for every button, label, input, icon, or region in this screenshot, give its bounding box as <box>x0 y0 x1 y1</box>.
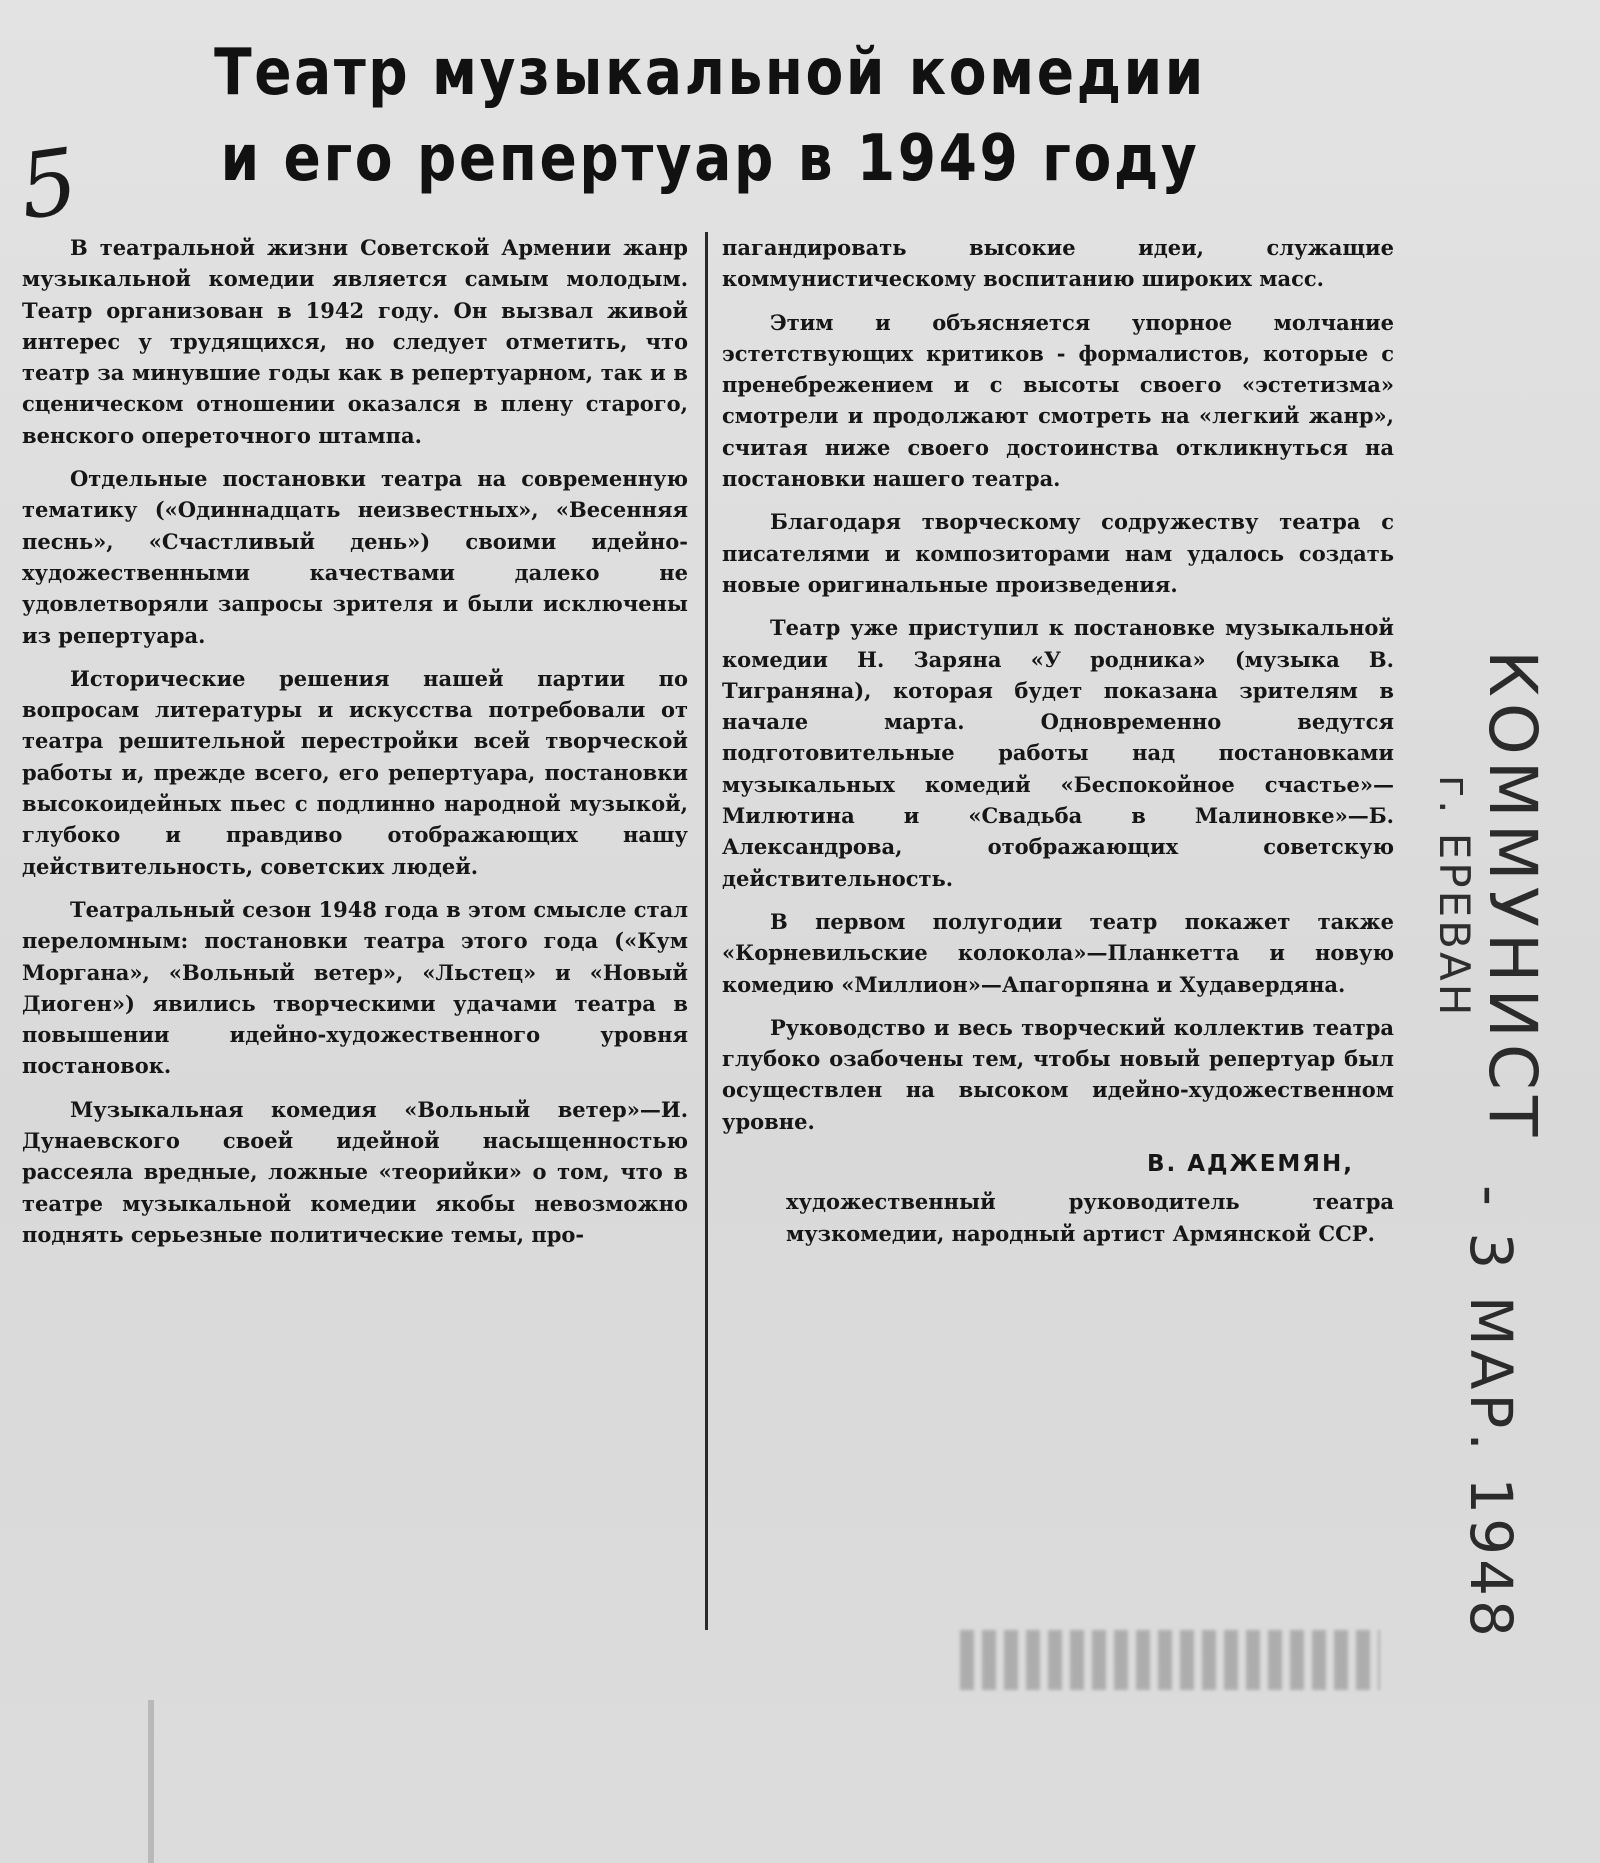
article-column-right <box>722 232 1394 1261</box>
article-title-line-2: и его репертуар в 1949 году <box>220 122 1200 196</box>
paragraph: В первом полугодии театр покажет также «Корневильские колокола»—Планкетта и новую комедию «Миллион»—Апагорпяна и Худавердяна. <box>722 908 1394 997</box>
paragraph: Этим и объясняется упорное молчание эстетствующих критиков - формалистов, которые с пренебрежением и с высоты своего «эстетизма» смотрели и продолжают смотреть на «легкий жанр», считая ниже своего достоинства откликнуться на постановки нашего театра. <box>722 309 1394 492</box>
paragraph: Театр уже приступил к постановке музыкальной комедии Н. Заряна «У родника» (музыка В. Тиграняна), которая будет показана зрителям в начале марта. Одновременно ведутся подготовительные работы над постановками музыкальных комедий «Беспокойное счастье»—Милютина и «Свадьба в Малиновке»—Б. Александрова, отображающих советскую действительность. <box>722 615 1394 891</box>
paper-fold <box>148 1700 154 1863</box>
paragraph: Благодаря творческому содружеству театра с писателями и композиторами нам удалось создать новые оригинальные произведения. <box>722 509 1394 597</box>
date-stamp: - 3 МАР. 1948 <box>1457 1185 1525 1641</box>
paragraph: Театральный сезон 1948 года в этом смысле стал переломным: постановки театра этого года («Кум Моргана», «Вольный ветер», «Льстец» и «Новый Диоген») явились творческими удачами театра в повышении идейно-художественного уровня постановок. <box>22 896 688 1079</box>
paragraph: Исторические решения нашей партии по вопросам литературы и искусства потребовали от театра решительной перестройки всей творческой работы и, прежде всего, его репертуара, постановки высокоидейных пьес с подлинно народной музыкой, глубоко и правдиво отображающих нашу действительность, советских людей. <box>22 665 688 879</box>
bleed-through-text <box>960 1630 1380 1690</box>
newspaper-name-stamp: КОММУНИСТ <box>1474 650 1551 1143</box>
article-column-left <box>22 232 688 1262</box>
city-stamp: г. ЕРЕВАН <box>1430 775 1479 1019</box>
handwritten-page-number: 5 <box>12 128 85 241</box>
column-divider <box>705 232 708 1630</box>
paragraph: пагандировать высокие идеи, служащие коммунистическому воспитанию широких масс. <box>722 235 1394 292</box>
author-signature: В. АДЖЕМЯН, <box>1146 1151 1354 1178</box>
paragraph: Отдельные постановки театра на современную тематику («Одиннадцать неизвестных», «Весенняя песнь», «Счастливый день») своими идейно-художественными качествами далеко не удовлетворяли запросы зрителя и были исключены из репертуара. <box>22 466 688 648</box>
paragraph: Музыкальная комедия «Вольный ветер»—И. Дунаевского своей идейной насыщенностью рассеяла вредные, ложные «теорийки» о том, что в театре музыкальной комедии якобы невозможно поднять серьезные политические темы, про- <box>22 1096 688 1247</box>
article-title-line-1: Театр музыкальной комедии <box>214 36 1206 110</box>
author-title: художественный руководитель театра музкомедии, народный артист Армянской ССР. <box>786 1189 1394 1246</box>
paragraph: Руководство и весь творческий коллектив театра глубоко озабочены тем, чтобы новый репертуар был осуществлен на высоком идейно-художественном уровне. <box>722 1014 1394 1134</box>
paragraph: В театральной жизни Советской Армении жанр музыкальной комедии является самым молодым. Театр организован в 1942 году. Он вызвал живой интерес у трудящихся, но следует отметить, что театр за минувшие годы как в репертуарном, так и в сценическом отношении оказался в плену старого, венского опереточного штампа. <box>22 235 688 448</box>
article-title <box>151 30 1269 202</box>
